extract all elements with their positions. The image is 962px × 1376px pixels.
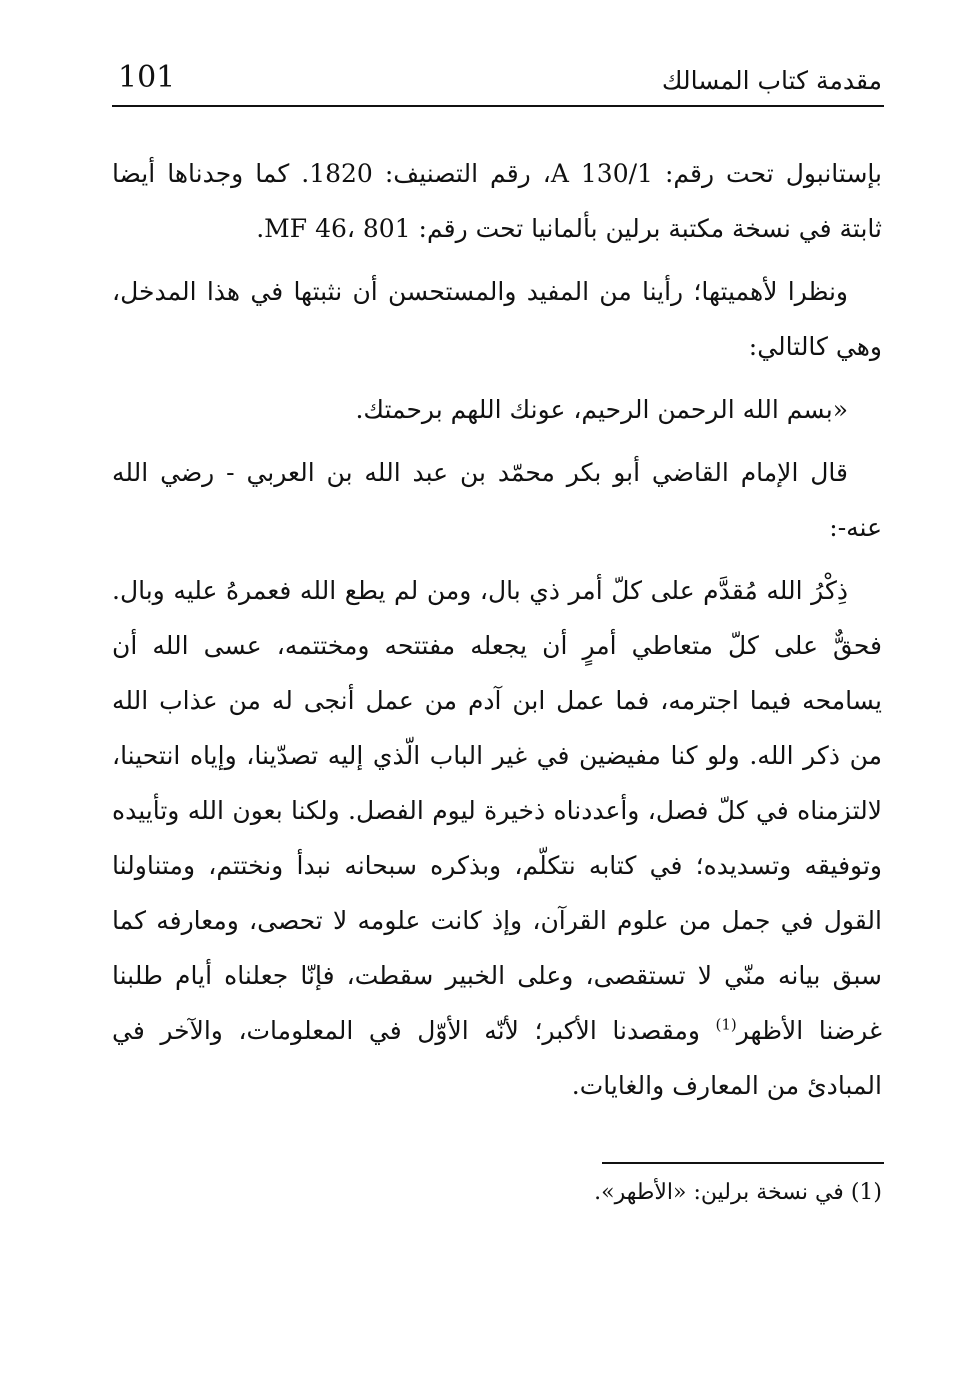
paragraph-main-text [112,563,882,1113]
main-text-part-2: ومقصدنا الأكبر؛ لأنّه الأوّل في المعلومات، والآخر في المبادئ من المعارف والغايات. [112,1016,882,1100]
body-text [112,146,882,1113]
paragraph-introduction: ونظرا لأهميتها؛ رأينا من المفيد والمستحسن أن نثبتها في هذا المدخل، وهي كالتالي: [112,277,882,361]
paragraph-basmala: «بسم الله الرحمن الرحيم، عونك اللهم برحمتك. [355,395,848,424]
paragraph-manuscript-location: بإستانبول تحت رقم: A 130/1، رقم التصنيف: 1820. كما وجدناها أيضا ثابتة في نسخة مكتبة برلين بألمانيا تحت رقم: MF 46، 801. [112,159,882,243]
page-number: 101 [118,60,176,95]
header-rule [112,105,884,107]
running-title: مقدمة كتاب المسالك [661,66,882,95]
page-header [112,60,882,104]
footnote: (1) في نسخة برلين: «الأطهر». [594,1180,882,1205]
footnote-marker: (1) [715,1015,737,1034]
paragraph-author-attribution: قال الإمام القاضي أبو بكر محمّد بن عبد الله بن العربي - رضي الله عنه-: [112,458,882,542]
footnote-rule [602,1162,884,1164]
main-text-part-1: ذِكْرُ الله مُقدَّم على كلّ أمر ذي بال، ومن لم يطع الله فعمرهُ عليه وبال. فحقٌّ على كلّ متعاطي أمرٍ أن يجعله مفتتحه ومختتمه، عسى الله أن يسامحه فيما اجترمه، فما عمل ابن آدم من عمل أنجى له من عذاب الله من ذكر الله. ولو كنا مفيضين في غير الباب الّذي إليه تصدّينا، وإياه انتحينا، لالتزمناه في كلّ فصل، وأعددناه ذخيرة ليوم الفصل. ولكنا بعون الله وتأييده وتوفيقه وتسديده؛ في كتابه نتكلّم، وبذكره سبحانه نبدأ ونختتم، ومتناولنا القول في جمل من علوم القرآن، وإذ كانت علومه لا تحصى، ومعارفه كما سبق بيانه منّي لا تستقصى، وعلى الخبير سقطت، فإنّا جعلناه أيام طلبنا غرضنا الأظهر [112,576,882,1045]
